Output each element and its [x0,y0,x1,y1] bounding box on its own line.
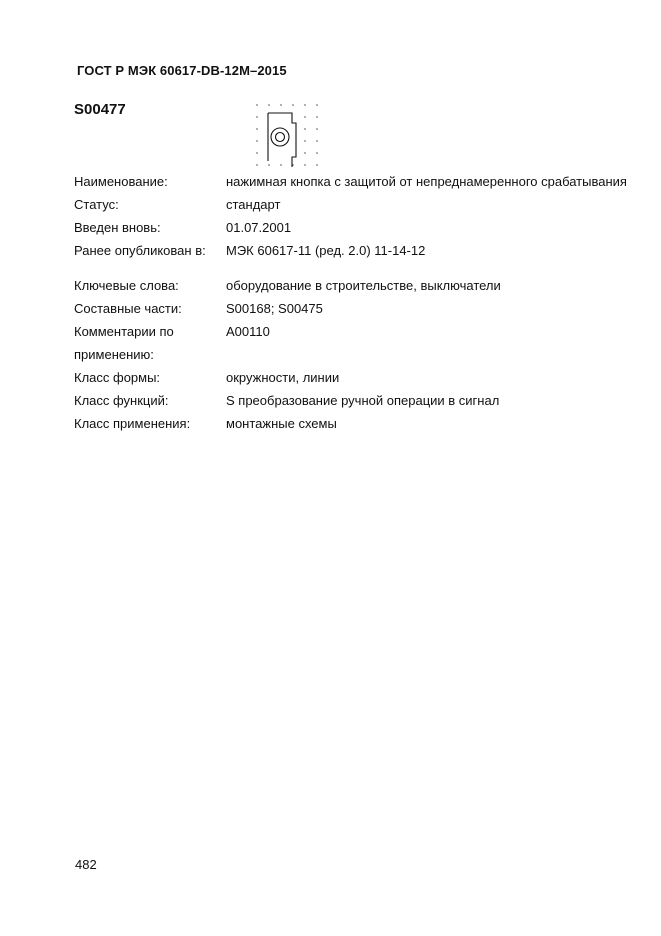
property-row-published [74,239,634,262]
push-button-with-protection-symbol-icon [252,100,324,168]
property-row-function-class [74,389,634,412]
property-row-name [74,170,634,193]
property-value: S00168; S00475 [226,301,323,316]
property-row-introduced [74,216,634,239]
property-label: Класс формы: [74,370,161,385]
property-label: Статус: [74,197,119,212]
property-value: стандарт [226,197,281,212]
property-value: оборудование в строительстве, выключатели [226,278,501,293]
property-label: Класс применения: [74,416,191,431]
property-label: Введен вновь: [74,220,161,235]
property-value: 01.07.2001 [226,220,292,235]
symbol-code: S00477 [74,101,126,118]
property-row-shape-class [74,366,634,389]
property-row-components [74,297,634,320]
property-value: окружности, линии [226,370,340,385]
document-header: ГОСТ Р МЭК 60617-DB-12M–2015 [77,63,287,78]
property-row-keywords [74,274,634,297]
page-number: 482 [75,857,97,872]
property-label: Класс функций: [74,393,169,408]
property-value: S преобразование ручной операции в сигнал [226,393,500,408]
property-value: МЭК 60617-11 (ред. 2.0) 11-14-12 [226,243,426,258]
property-value: А00110 [226,324,270,339]
properties-table [74,170,634,435]
symbol-figure [252,100,324,173]
property-label: Ключевые слова: [74,278,179,293]
property-label: Комментарии по применению: [74,324,174,362]
property-row-status [74,193,634,216]
property-label: Ранее опубликован в: [74,243,206,258]
property-row-comments [74,320,634,366]
property-label: Составные части: [74,301,182,316]
property-label: Наименование: [74,174,168,189]
property-value: нажимная кнопка с защитой от непреднамеренного срабатывания [226,174,627,189]
property-value: монтажные схемы [226,416,337,431]
property-row-application-class [74,412,634,435]
